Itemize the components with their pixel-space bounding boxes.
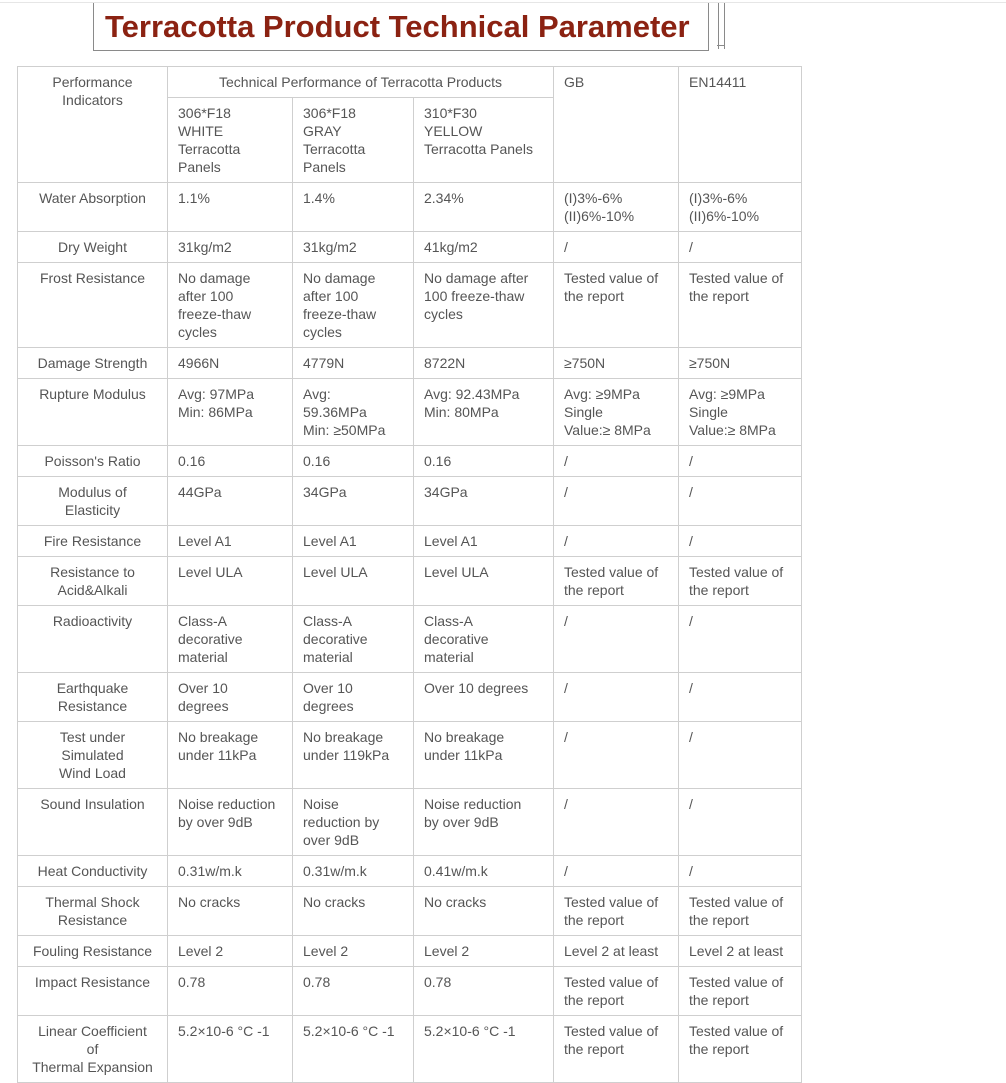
cell-white: No breakage under 11kPa (168, 722, 293, 789)
cell-gb: / (554, 789, 679, 856)
cell-gray: Avg: 59.36MPa Min: ≥50MPa (293, 379, 414, 446)
row-indicator: Linear Coefficient of Thermal Expansion (18, 1016, 168, 1083)
cell-en14411: / (679, 606, 802, 673)
cell-en14411: / (679, 789, 802, 856)
header-product-gray: 306*F18 GRAY Terracotta Panels (293, 98, 414, 183)
cell-gb: / (554, 606, 679, 673)
page-title: Terracotta Product Technical Parameter (105, 9, 690, 44)
cell-white: 0.16 (168, 446, 293, 477)
row-indicator: Sound Insulation (18, 789, 168, 856)
row-indicator: Heat Conductivity (18, 856, 168, 887)
cell-en14411: / (679, 856, 802, 887)
row-indicator: Damage Strength (18, 348, 168, 379)
cell-yellow: Over 10 degrees (414, 673, 554, 722)
cell-yellow: 0.41w/m.k (414, 856, 554, 887)
cell-gray: 31kg/m2 (293, 232, 414, 263)
row-indicator: Fire Resistance (18, 526, 168, 557)
cell-gray: 0.31w/m.k (293, 856, 414, 887)
cell-white: 4966N (168, 348, 293, 379)
cell-gray: 34GPa (293, 477, 414, 526)
table-row (18, 477, 802, 526)
table-row (18, 348, 802, 379)
cell-white: Avg: 97MPa Min: 86MPa (168, 379, 293, 446)
table-row (18, 557, 802, 606)
header-en14411: EN14411 (679, 67, 802, 183)
cell-gray: 5.2×10-6 °C -1 (293, 1016, 414, 1083)
header-product-white: 306*F18 WHITE Terracotta Panels (168, 98, 293, 183)
table-row (18, 446, 802, 477)
cell-yellow: No breakage under 11kPa (414, 722, 554, 789)
cell-white: Level ULA (168, 557, 293, 606)
cell-yellow: Level A1 (414, 526, 554, 557)
table-row (18, 722, 802, 789)
cell-en14411: Tested value of the report (679, 557, 802, 606)
cell-gb: / (554, 673, 679, 722)
cell-en14411: / (679, 526, 802, 557)
row-indicator: Radioactivity (18, 606, 168, 673)
cell-gb: Avg: ≥9MPa Single Value:≥ 8MPa (554, 379, 679, 446)
cell-en14411: ≥750N (679, 348, 802, 379)
title-banner-shadow (724, 3, 725, 49)
cell-en14411: / (679, 673, 802, 722)
cell-white: 44GPa (168, 477, 293, 526)
table-row (18, 887, 802, 936)
parameter-table (17, 66, 802, 1083)
cell-gray: Level A1 (293, 526, 414, 557)
cell-gray: Level 2 (293, 936, 414, 967)
cell-gb: Tested value of the report (554, 1016, 679, 1083)
cell-white: Level 2 (168, 936, 293, 967)
cell-white: 0.78 (168, 967, 293, 1016)
table-row (18, 967, 802, 1016)
cell-yellow: 0.78 (414, 967, 554, 1016)
table-row (18, 789, 802, 856)
cell-gb: / (554, 722, 679, 789)
cell-gray: No damage after 100 freeze-thaw cycles (293, 263, 414, 348)
cell-gb: Tested value of the report (554, 557, 679, 606)
cell-yellow: No damage after 100 freeze-thaw cycles (414, 263, 554, 348)
header-technical-performance: Technical Performance of Terracotta Products (168, 67, 554, 98)
cell-gray: Over 10 degrees (293, 673, 414, 722)
cell-en14411: / (679, 232, 802, 263)
cell-gray: Level ULA (293, 557, 414, 606)
cell-en14411: Tested value of the report (679, 887, 802, 936)
cell-gb: (I)3%-6% (II)6%-10% (554, 183, 679, 232)
cell-en14411: (I)3%-6% (II)6%-10% (679, 183, 802, 232)
cell-yellow: 2.34% (414, 183, 554, 232)
cell-yellow: Avg: 92.43MPa Min: 80MPa (414, 379, 554, 446)
row-indicator: Rupture Modulus (18, 379, 168, 446)
cell-gray: No cracks (293, 887, 414, 936)
cell-gb: Tested value of the report (554, 263, 679, 348)
cell-en14411: Avg: ≥9MPa Single Value:≥ 8MPa (679, 379, 802, 446)
row-indicator: Thermal Shock Resistance (18, 887, 168, 936)
cell-gb: Tested value of the report (554, 967, 679, 1016)
title-banner (93, 3, 709, 51)
cell-en14411: / (679, 477, 802, 526)
header-performance-indicators: Performance Indicators (18, 67, 168, 183)
cell-gb: / (554, 446, 679, 477)
table-row (18, 183, 802, 232)
cell-white: Noise reduction by over 9dB (168, 789, 293, 856)
row-indicator: Test under Simulated Wind Load (18, 722, 168, 789)
row-indicator: Dry Weight (18, 232, 168, 263)
header-gb: GB (554, 67, 679, 183)
row-indicator: Frost Resistance (18, 263, 168, 348)
row-indicator: Poisson's Ratio (18, 446, 168, 477)
row-indicator: Fouling Resistance (18, 936, 168, 967)
cell-en14411: Tested value of the report (679, 263, 802, 348)
cell-en14411: / (679, 446, 802, 477)
row-indicator: Water Absorption (18, 183, 168, 232)
table-row (18, 606, 802, 673)
row-indicator: Impact Resistance (18, 967, 168, 1016)
row-indicator: Earthquake Resistance (18, 673, 168, 722)
cell-en14411: / (679, 722, 802, 789)
cell-gb: / (554, 856, 679, 887)
cell-white: Level A1 (168, 526, 293, 557)
table-row (18, 379, 802, 446)
table-row (18, 232, 802, 263)
cell-yellow: 0.16 (414, 446, 554, 477)
cell-gb: / (554, 526, 679, 557)
cell-white: Class-A decorative material (168, 606, 293, 673)
cell-gray: 4779N (293, 348, 414, 379)
cell-yellow: 8722N (414, 348, 554, 379)
cell-gray: 0.78 (293, 967, 414, 1016)
table-row (18, 263, 802, 348)
cell-white: Over 10 degrees (168, 673, 293, 722)
cell-yellow: Level ULA (414, 557, 554, 606)
cell-en14411: Level 2 at least (679, 936, 802, 967)
table-row (18, 673, 802, 722)
title-banner-shadow-inner (718, 3, 719, 49)
cell-white: No damage after 100 freeze-thaw cycles (168, 263, 293, 348)
cell-gray: 1.4% (293, 183, 414, 232)
cell-gray: Noise reduction by over 9dB (293, 789, 414, 856)
table-row (18, 936, 802, 967)
cell-yellow: Noise reduction by over 9dB (414, 789, 554, 856)
cell-yellow: Class-A decorative material (414, 606, 554, 673)
cell-gray: 0.16 (293, 446, 414, 477)
cell-gb: ≥750N (554, 348, 679, 379)
cell-en14411: Tested value of the report (679, 967, 802, 1016)
row-indicator: Resistance to Acid&Alkali (18, 557, 168, 606)
cell-en14411: Tested value of the report (679, 1016, 802, 1083)
cell-white: 0.31w/m.k (168, 856, 293, 887)
cell-yellow: 5.2×10-6 °C -1 (414, 1016, 554, 1083)
cell-gb: / (554, 477, 679, 526)
header-product-yellow: 310*F30 YELLOW Terracotta Panels (414, 98, 554, 183)
cell-yellow: 34GPa (414, 477, 554, 526)
cell-gray: No breakage under 119kPa (293, 722, 414, 789)
cell-gb: / (554, 232, 679, 263)
cell-white: No cracks (168, 887, 293, 936)
cell-white: 5.2×10-6 °C -1 (168, 1016, 293, 1083)
table-row (18, 856, 802, 887)
cell-yellow: 41kg/m2 (414, 232, 554, 263)
cell-yellow: Level 2 (414, 936, 554, 967)
cell-gb: Tested value of the report (554, 887, 679, 936)
cell-gb: Level 2 at least (554, 936, 679, 967)
cell-yellow: No cracks (414, 887, 554, 936)
cell-gray: Class-A decorative material (293, 606, 414, 673)
table-row (18, 1016, 802, 1083)
cell-white: 31kg/m2 (168, 232, 293, 263)
table-row (18, 526, 802, 557)
title-banner-shadow-bottom (717, 45, 725, 46)
table-header-row (18, 67, 802, 98)
cell-white: 1.1% (168, 183, 293, 232)
row-indicator: Modulus of Elasticity (18, 477, 168, 526)
